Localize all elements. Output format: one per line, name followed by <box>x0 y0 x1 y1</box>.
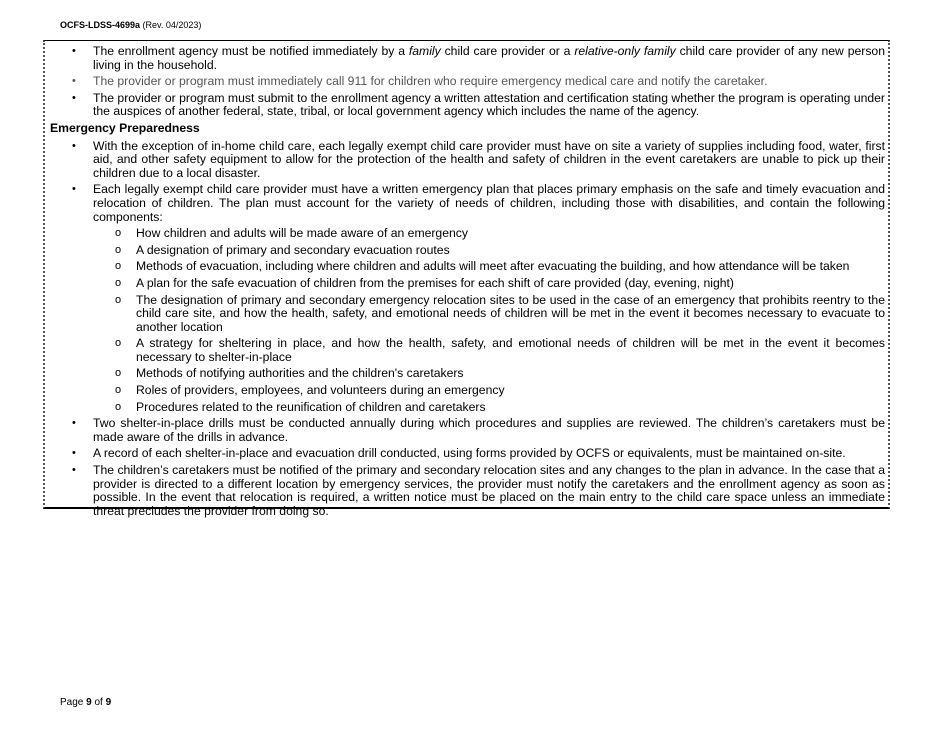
list-item: • A record of each shelter-in-place and evacuation drill conducted, using forms provided by OCFS or equivalents, must be maintained on-site. <box>72 446 846 461</box>
sub-list-item: o How children and adults will be made aware of an emergency <box>115 226 468 241</box>
list-item: • With the exception of in-home child care, each legally exempt child care provider must have on site a variety of supplies including food, water, first aid, and other safety equipment to allow for the protection of the health and safety of children in the event caretakers are unable to pick up their children due to a local disaster. <box>72 138 885 180</box>
top-bullet-list <box>50 45 885 119</box>
sub-list-item: o A designation of primary and secondary evacuation routes <box>115 242 450 257</box>
form-revision: (Rev. 04/2023) <box>142 20 202 30</box>
sub-list-item: o Procedures related to the reunification of children and caretakers <box>115 399 486 414</box>
bullet-icon: • <box>72 91 76 104</box>
bullet-icon: • <box>72 45 76 57</box>
sub-list-item: o A strategy for sheltering in place, and how the health, safety, and emotional needs of children will be met in the event it becomes necessary to shelter-in-place <box>115 336 885 364</box>
circle-bullet-icon: o <box>115 276 122 289</box>
list-item: • The children’s caretakers must be notified of the primary and secondary relocation sites and any changes to the plan in advance. In the case that a provider is directed to a different location by emergency services, the provider must notify the caretakers and the enrollment agency as soon as possible. In the event that relocation is required, a written notice must be placed on the main entry to the child care space unless an immediate threat precludes the provider from doing so. <box>72 463 885 518</box>
of-label: of <box>94 697 103 708</box>
circle-bullet-icon: o <box>115 337 122 350</box>
sub-list-item: o Roles of providers, employees, and volunteers during an emergency <box>115 383 505 398</box>
circle-bullet-icon: o <box>115 384 122 397</box>
page-label: Page <box>60 697 84 708</box>
page-footer <box>60 697 111 708</box>
bullet-icon: • <box>72 183 76 196</box>
list-item: • Each legally exempt child care provider must have a written emergency plan that places primary emphasis on the safe and timely evacuation and relocation of children. The plan must account for the variety of needs of children, including those with disabilities, and contain the following components: o How children and adults will be made aware of an emergency o A designation of primary and secondary evacuation routes o Methods of evacuation, including where children and adults will meet after evacuating the building, and how attendance will be taken o A plan for the safe evacuation of children from the premises for each shift of care provided (day, evening, night) o The designation of primary and secondary emergency relocation sites to be used in the case of an emergency that prohibits reentry to the child care site, and how the health, safety, and emotional needs of children will be met in the event it becomes necessary to evacuate to another location o A strategy for sheltering in place, and how the health, safety, and emotional needs of children will be met in the event it becomes necessary to shelter-in-place o Methods of notifying authorities and the children's caretakers o Roles of providers, employees, and volunteers during an emergency o Procedures related to the reunification of children and caretakers <box>72 182 885 414</box>
bullet-icon: • <box>72 139 76 152</box>
list-item: • The provider or program must immediately call 911 for children who require emergency medical care and notify the caretaker. <box>72 74 768 89</box>
list-item: • The provider or program must submit to the enrollment agency a written attestation and certification stating whether the program is operating under the auspices of another federal, state, tribal, or local government agency which includes the name of the agency. <box>72 90 885 119</box>
bullet-icon: • <box>72 417 76 430</box>
sub-list-item: o The designation of primary and secondary emergency relocation sites to be used in the case of an emergency that prohibits reentry to the child care site, and how the health, safety, and emotional needs of children will be met in the event it becomes necessary to evacuate to another location <box>115 292 885 334</box>
bullet-icon: • <box>72 75 76 88</box>
bullet-icon: • <box>72 447 76 460</box>
circle-bullet-icon: o <box>115 243 122 256</box>
form-identifier <box>60 20 201 30</box>
circle-bullet-icon: o <box>115 227 122 240</box>
list-item: • Two shelter-in-place drills must be conducted annually during which procedures and supplies are reviewed. The children’s caretakers must be made aware of the drills in advance. <box>72 416 885 444</box>
circle-bullet-icon: o <box>115 293 122 306</box>
section-heading: Emergency Preparedness <box>50 120 200 135</box>
bullet-icon: • <box>72 464 76 477</box>
sub-list-item: o A plan for the safe evacuation of children from the premises for each shift of care provided (day, evening, night) <box>115 275 734 290</box>
circle-bullet-icon: o <box>115 367 122 380</box>
emergency-bullet-list <box>50 140 885 519</box>
list-item: • The enrollment agency must be notified immediately by a family child care provider or a relative-only family child care provider of any new person living in the household. <box>72 44 885 72</box>
total-pages: 9 <box>105 697 112 708</box>
circle-bullet-icon: o <box>115 400 122 413</box>
document-body <box>50 45 885 521</box>
plan-components-list <box>93 227 885 414</box>
form-code: OCFS-LDSS-4699a <box>60 20 141 30</box>
page-number: 9 <box>86 697 92 708</box>
sub-list-item: o Methods of evacuation, including where children and adults will meet after evacuating the building, and how attendance will be taken <box>115 259 850 274</box>
circle-bullet-icon: o <box>115 260 122 273</box>
sub-list-item: o Methods of notifying authorities and the children's caretakers <box>115 366 464 381</box>
